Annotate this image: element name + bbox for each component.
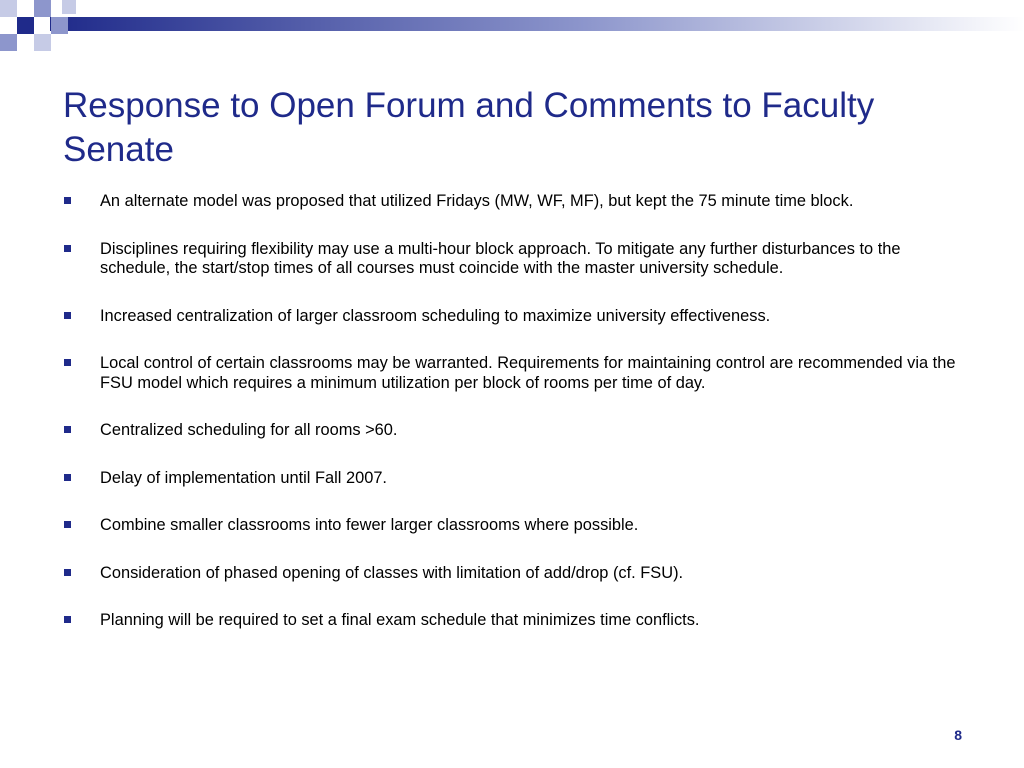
bullet-item xyxy=(63,240,963,279)
slide-title: Response to Open Forum and Comments to Faculty Senate xyxy=(63,86,875,169)
square-bullet-icon xyxy=(64,312,71,319)
bullet-text: Delay of implementation until Fall 2007. xyxy=(100,468,387,487)
header-decoration xyxy=(0,0,1024,60)
deco-square-6 xyxy=(51,17,68,34)
square-bullet-icon xyxy=(64,245,71,252)
square-bullet-icon xyxy=(64,197,71,204)
square-bullet-icon xyxy=(64,521,71,528)
bullet-item xyxy=(63,307,963,327)
bullet-text: Increased centralization of larger classroom scheduling to maximize university effectiveness. xyxy=(100,306,771,325)
bullet-item xyxy=(63,469,963,489)
header-gradient-bar xyxy=(50,17,1024,31)
bullet-text: An alternate model was proposed that utilized Fridays (MW, WF, MF), but kept the 75 minute time block. xyxy=(100,192,854,210)
bullet-text: Planning will be required to set a final exam schedule that minimizes time conflicts. xyxy=(100,611,700,629)
deco-square-4 xyxy=(0,34,17,51)
bullet-item xyxy=(63,192,963,212)
square-bullet-icon xyxy=(64,359,71,366)
deco-square-1 xyxy=(0,0,17,17)
deco-square-3 xyxy=(34,0,51,17)
deco-square-2 xyxy=(17,17,34,34)
bullet-list xyxy=(63,192,963,659)
bullet-item xyxy=(63,421,963,441)
bullet-text: Disciplines requiring flexibility may use a multi-hour block approach. To mitigate any further disturbances to the schedule, the start/stop times of all courses must coincide with the master university schedule. xyxy=(100,239,901,277)
page-number: 8 xyxy=(954,727,962,743)
square-bullet-icon xyxy=(64,474,71,481)
square-bullet-icon xyxy=(64,426,71,433)
bullet-text: Local control of certain classrooms may be warranted. Requirements for maintaining control are recommended via the FSU model which requires a minimum utilization per block of rooms per time of day. xyxy=(100,354,956,392)
deco-square-7 xyxy=(62,0,76,14)
bullet-text: Centralized scheduling for all rooms >60. xyxy=(100,421,398,439)
bullet-item xyxy=(63,516,963,536)
bullet-item xyxy=(63,611,963,631)
bullet-item xyxy=(63,564,963,584)
square-bullet-icon xyxy=(64,616,71,623)
deco-square-5 xyxy=(34,34,51,51)
bullet-item xyxy=(63,354,963,393)
bullet-text: Consideration of phased opening of classes with limitation of add/drop (cf. FSU). xyxy=(100,563,684,582)
square-bullet-icon xyxy=(64,569,71,576)
bullet-text: Combine smaller classrooms into fewer larger classrooms where possible. xyxy=(100,516,639,534)
